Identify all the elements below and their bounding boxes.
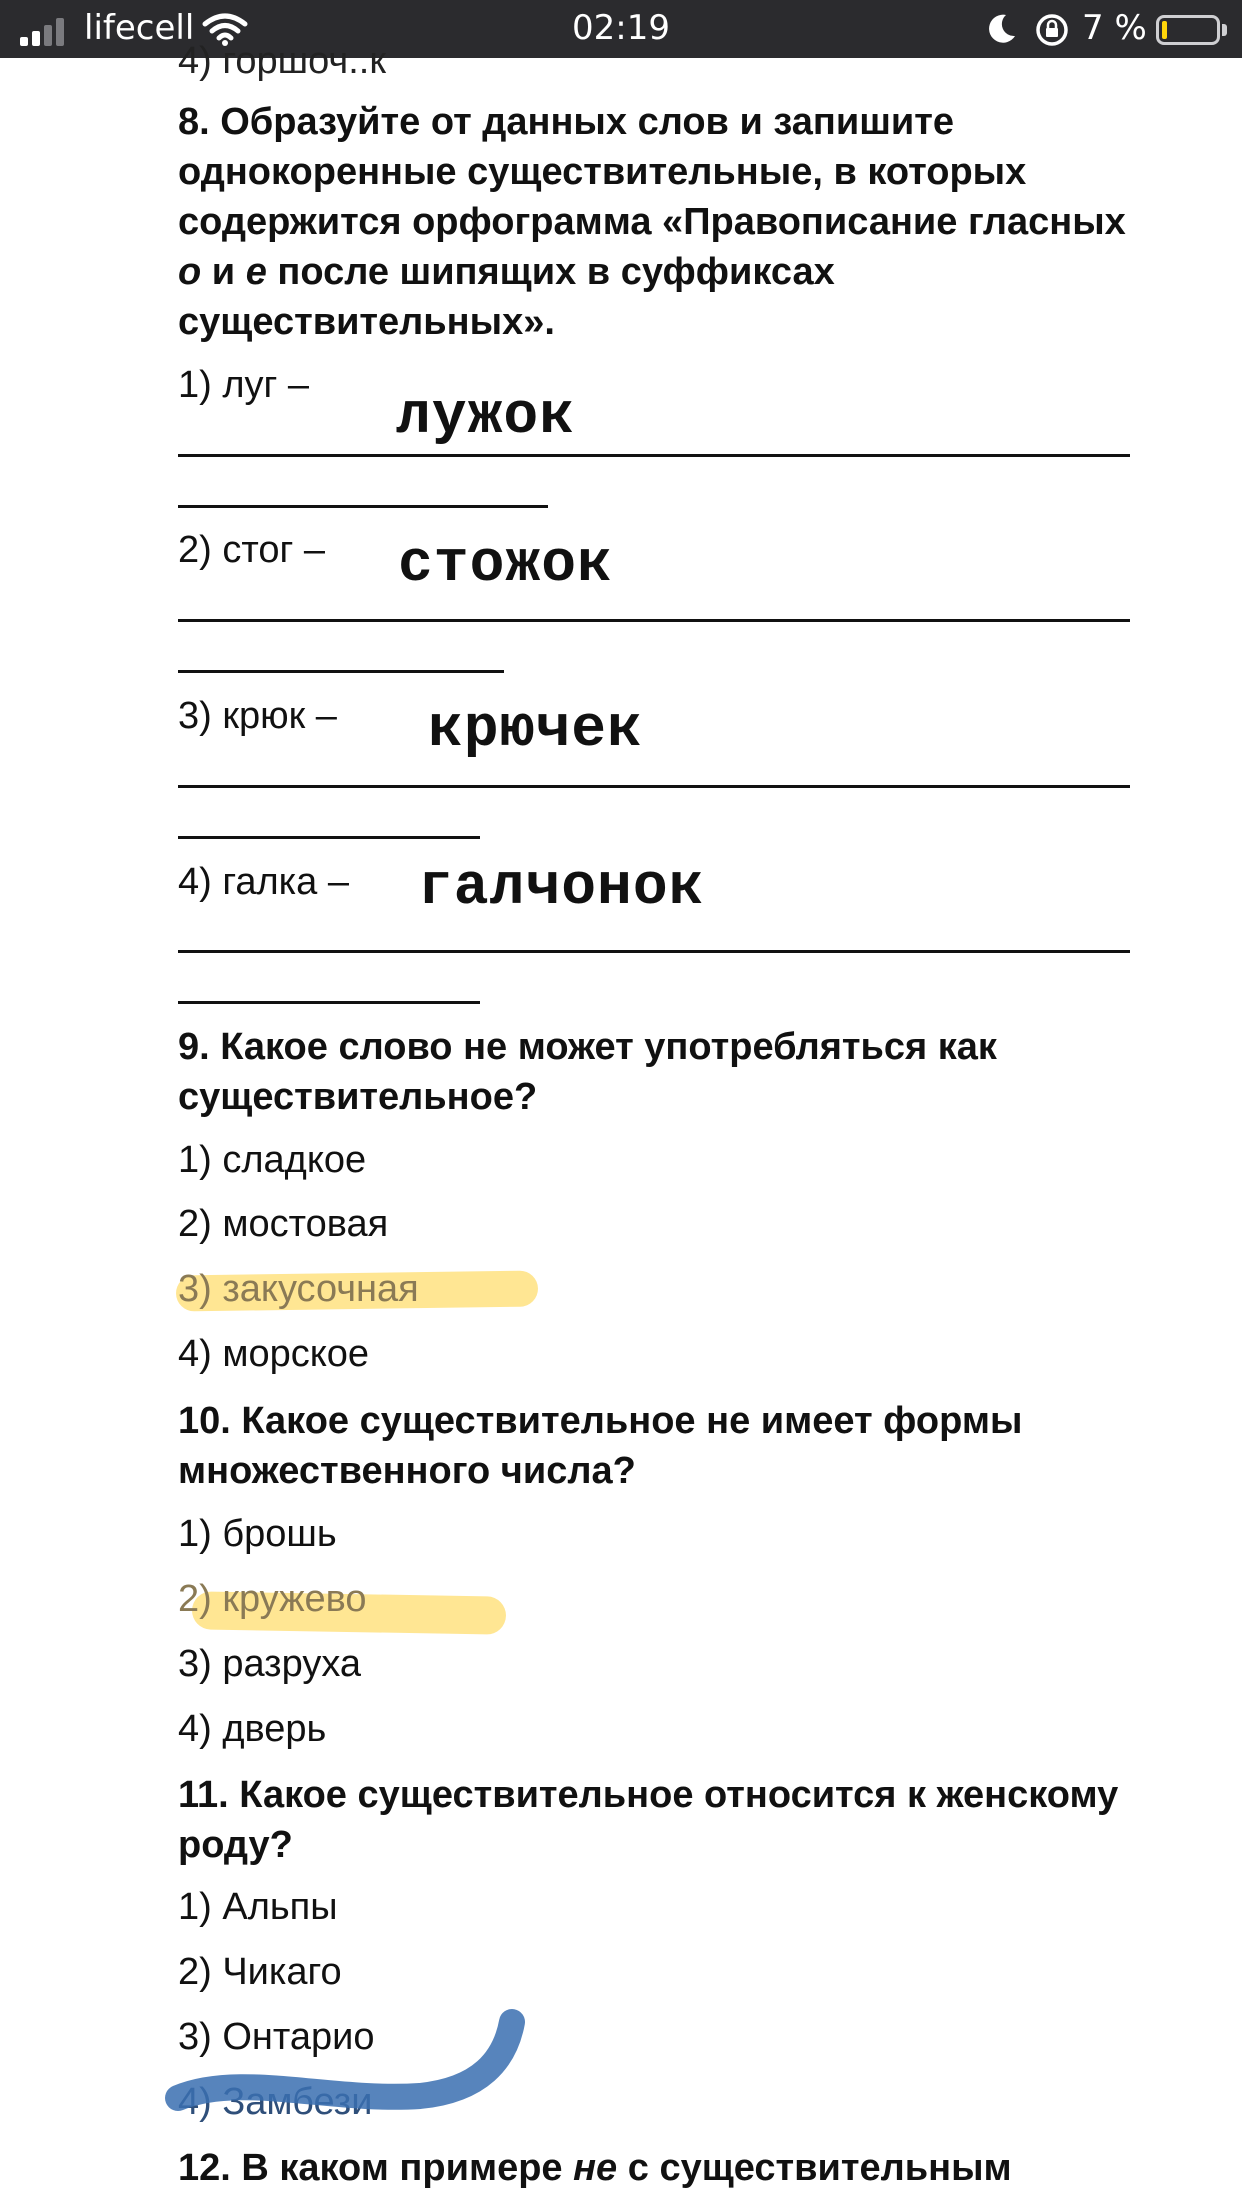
question-8-item-2-answer: стожок [398,533,613,598]
question-11-title: 11. Какое существительное относится к женскому роду? [178,1774,1119,1866]
question-8-item-3-answer: крючек [428,698,643,763]
question-9-option-3: 3) закусочная [178,1268,419,1310]
question-9-title: 9. Какое слово не может употребляться как существительное? [178,1026,997,1118]
status-time: 02:19 [572,8,670,48]
question-10-title: 10. Какое существительное не имеет формы множественного числа? [178,1400,1023,1492]
question-8-title: 8. Образуйте от данных слов и запишите однокоренные существительные, в которых содержится орфограмма «Правописание гласных о и е после шипящих в суффиксах существительных». [178,101,1126,343]
question-11-option-1: 1) Альпы [178,1886,338,1928]
question-8-item-3-label: 3) крюк – [178,695,337,737]
question-8-item-1-answer: лужок [396,385,576,450]
battery-percent: 7 % [1082,8,1147,48]
question-11-option-2: 2) Чикаго [178,1951,342,1993]
question-8-item-4-answer: галчонок [418,856,705,921]
question-12-title: 12. В каком примере не с существительным [178,2147,1012,2189]
question-10-option-3: 3) разруха [178,1643,362,1685]
question-10-option-4: 4) дверь [178,1708,327,1750]
question-10-option-2: 2) кружево [178,1578,367,1620]
question-8-item-2-label: 2) стог – [178,529,326,571]
question-9-option-2: 2) мостовая [178,1203,389,1245]
question-9-option-1: 1) сладкое [178,1139,367,1181]
question-11-option-4: 4) Замбези [178,2081,373,2123]
question-10-option-1: 1) брошь [178,1513,337,1555]
carrier-name: lifecell [84,8,195,48]
question-8-item-1-label: 1) луг – [178,364,310,406]
partial-option-line: 4) горшоч..к [178,40,386,82]
question-8-item-4-label: 4) галка – [178,861,349,903]
question-11-option-3: 3) Онтарио [178,2016,375,2058]
question-9-option-4: 4) морское [178,1333,370,1375]
